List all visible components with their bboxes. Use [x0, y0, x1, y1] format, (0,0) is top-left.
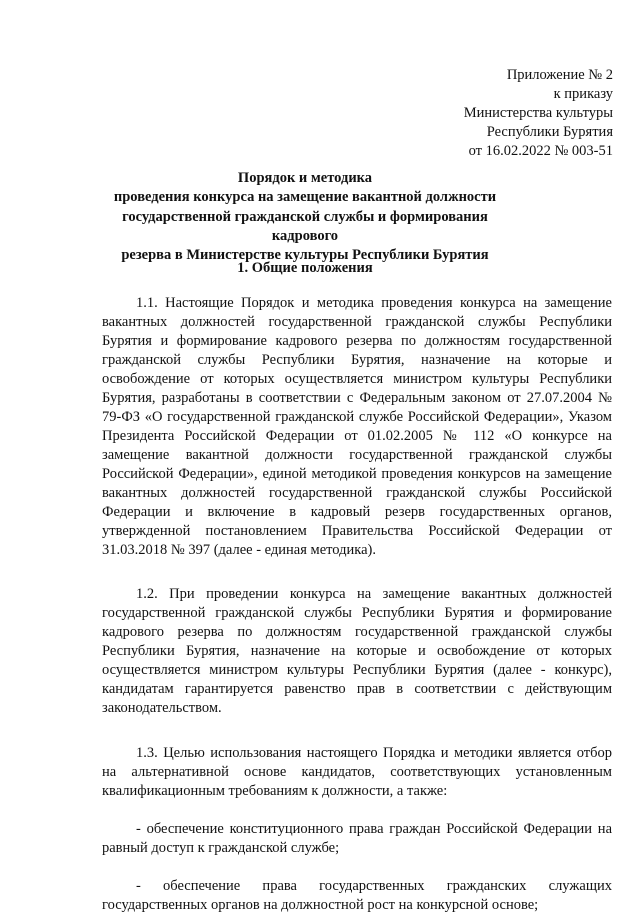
appendix-line: к приказу	[553, 86, 613, 102]
section-heading: 1. Общие положения	[237, 260, 373, 276]
title-line: Порядок и методика	[237, 170, 373, 186]
appendix-line: Республики Бурятия	[486, 124, 613, 140]
list-item-career-growth: - обеспечение права государственных гражданских служащих государственных органов на должностной рост на конкурсной основе;	[102, 878, 612, 913]
paragraph-1-1: 1.1. Настоящие Порядок и методика проведения конкурса на замещение вакантных должностей государственной гражданской службы Республики Бурятия и формирование кадрового резерва по должностям государственной гражданской службы Республики Бурятия, назначение на которые и освобождение от которых осуществляется министром культуры Республики Бурятия, разработаны в соответствии с Федеральным законом от 27.07.2004 № 79-ФЗ «О государственной гражданской службе Российской Федерации», Указом Президента Российской Федерации от 01.02.2005 № 112 «О конкурсе на замещение вакантной должности государственной гражданской службы Российской Федерации», единой методикой проведения конкурсов на замещение вакантных должностей государственной гражданской службы Российской Федерации и включение в кадровый резерв государственных органов, утвержденной постановлением Правительства Российской Федерации от 31.03.2018 № 397 (далее - единая методика).	[102, 295, 612, 558]
title-line: резерва в Министерстве культуры Республики Бурятия	[121, 247, 489, 264]
document-title	[100, 169, 510, 265]
appendix-line: от 16.02.2022 № 003-51	[468, 143, 613, 159]
paragraph-1-3: 1.3. Целью использования настоящего Порядка и методики является отбор на альтернативной основе кандидатов, соответствующих установленным квалификационным требованиям к должности, а также:	[102, 745, 612, 799]
appendix-line: Министерства культуры	[463, 105, 613, 121]
paragraph-1-2: 1.2. При проведении конкурса на замещение вакантных должностей государственной гражданской службы Республики Бурятия и формирование кадрового резерва по должностям государственной гражданской службы Республики Бурятия, назначение на которые и освобождение от которых осуществляется министром культуры Республики Бурятия (далее - конкурс), кандидатам гарантируется равенство прав в соответствии с действующим законодательством.	[102, 586, 612, 716]
document-body	[102, 294, 612, 915]
appendix-line: Приложение № 2	[506, 67, 613, 83]
title-line: проведения конкурса на замещение вакантной должности	[113, 189, 497, 206]
appendix-block	[313, 66, 613, 161]
title-line: государственной гражданской службы и формирования кадрового	[122, 208, 488, 244]
list-item-constitutional-right: - обеспечение конституционного права граждан Российской Федерации на равный доступ к гражданской службе;	[102, 821, 612, 856]
